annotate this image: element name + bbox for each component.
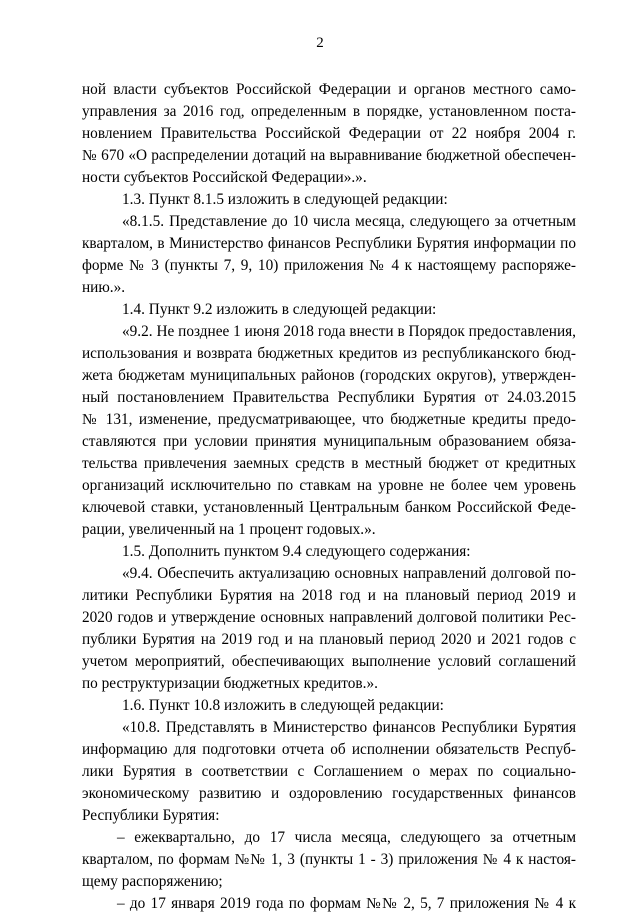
- text-line: ный постановлением Правительства Республики Бурятия от 24.03.2015: [82, 389, 576, 406]
- text-line: ставляются при условии принятия муниципальным образованием обяза-: [82, 433, 576, 450]
- text-line: «9.2. Не позднее 1 июня 2018 года внести в Порядок предоставления,: [122, 323, 576, 340]
- text-line: экономическому развитию и оздоровлению государственных финансов: [82, 785, 576, 802]
- text-line: ной власти субъектов Российской Федерации и органов местного само-: [82, 81, 576, 98]
- text-line: № 670 «О распределении дотаций на выравнивание бюджетной обеспечен-: [82, 147, 576, 164]
- text-line: учетом мероприятий, обеспечивающих выполнение условий соглашений: [82, 653, 576, 670]
- text-line: 1.5. Дополнить пунктом 9.4 следующего содержания:: [122, 543, 471, 560]
- text-line: управления за 2016 год, определенным в порядке, установленном поста-: [82, 103, 576, 120]
- text-line: щему распоряжению;: [82, 873, 223, 890]
- text-line: использования и возврата бюджетных кредитов из республиканского бюд-: [82, 345, 576, 362]
- text-line: 2020 годов и утверждение основных направлений долговой политики Рес-: [82, 609, 576, 626]
- text-line: организаций исключительно по ставкам на уровне не более чем уровень: [82, 477, 576, 494]
- text-line: кварталом, в Министерство финансов Республики Бурятия информации по: [82, 235, 576, 252]
- text-line: жета бюджетам муниципальных районов (городских округов), утвержден-: [82, 367, 576, 384]
- text-line: новлением Правительства Российской Федерации от 22 ноября 2004 г.: [82, 125, 576, 142]
- text-line: 1.3. Пункт 8.1.5 изложить в следующей редакции:: [122, 191, 448, 208]
- text-line: форме № 3 (пункты 7, 9, 10) приложения № 4 к настоящему распоряже-: [82, 257, 576, 274]
- text-line: № 131, изменение, предусматривающее, что бюджетные кредиты предо-: [82, 411, 576, 428]
- text-line: ключевой ставки, установленный Центральным банком Российской Феде-: [82, 499, 576, 516]
- text-line: публики Бурятия на 2019 год и на плановый период 2020 и 2021 годов с: [82, 631, 576, 648]
- text-line: литики Республики Бурятия на 2018 год и на плановый период 2019 и: [82, 587, 576, 604]
- text-line: нию.».: [82, 279, 126, 296]
- text-line: «9.4. Обеспечить актуализацию основных направлений долговой по-: [122, 565, 576, 582]
- text-line: лики Бурятия в соответствии с Соглашением о мерах по социально-: [82, 763, 576, 780]
- text-line: «8.1.5. Представление до 10 числа месяца, следующего за отчетным: [122, 213, 576, 230]
- text-line: ности субъектов Российской Федерации».».: [82, 169, 367, 186]
- text-line: информацию для подготовки отчета об исполнении обязательств Респуб-: [82, 741, 576, 758]
- text-line: по реструктуризации бюджетных кредитов.».: [82, 675, 378, 692]
- text-line: 1.6. Пункт 10.8 изложить в следующей редакции:: [122, 697, 444, 714]
- text-line: тельства привлечения заемных средств в местный бюджет от кредитных: [82, 455, 576, 472]
- text-line: – ежеквартально, до 17 числа месяца, следующего за отчетным: [117, 829, 576, 846]
- text-line: Республики Бурятия:: [82, 807, 220, 824]
- text-line: «10.8. Представлять в Министерство финансов Республики Бурятия: [122, 719, 576, 736]
- text-line: – до 17 января 2019 года по формам №№ 2, 5, 7 приложения № 4 к: [117, 895, 576, 912]
- page-number: 2: [316, 35, 324, 51]
- text-line: рации, увеличенный на 1 процент годовых.».: [82, 521, 376, 538]
- text-line: кварталом, по формам №№ 1, 3 (пункты 1 - 3) приложения № 4 к настоя-: [82, 851, 576, 868]
- text-line: 1.4. Пункт 9.2 изложить в следующей редакции:: [122, 301, 437, 318]
